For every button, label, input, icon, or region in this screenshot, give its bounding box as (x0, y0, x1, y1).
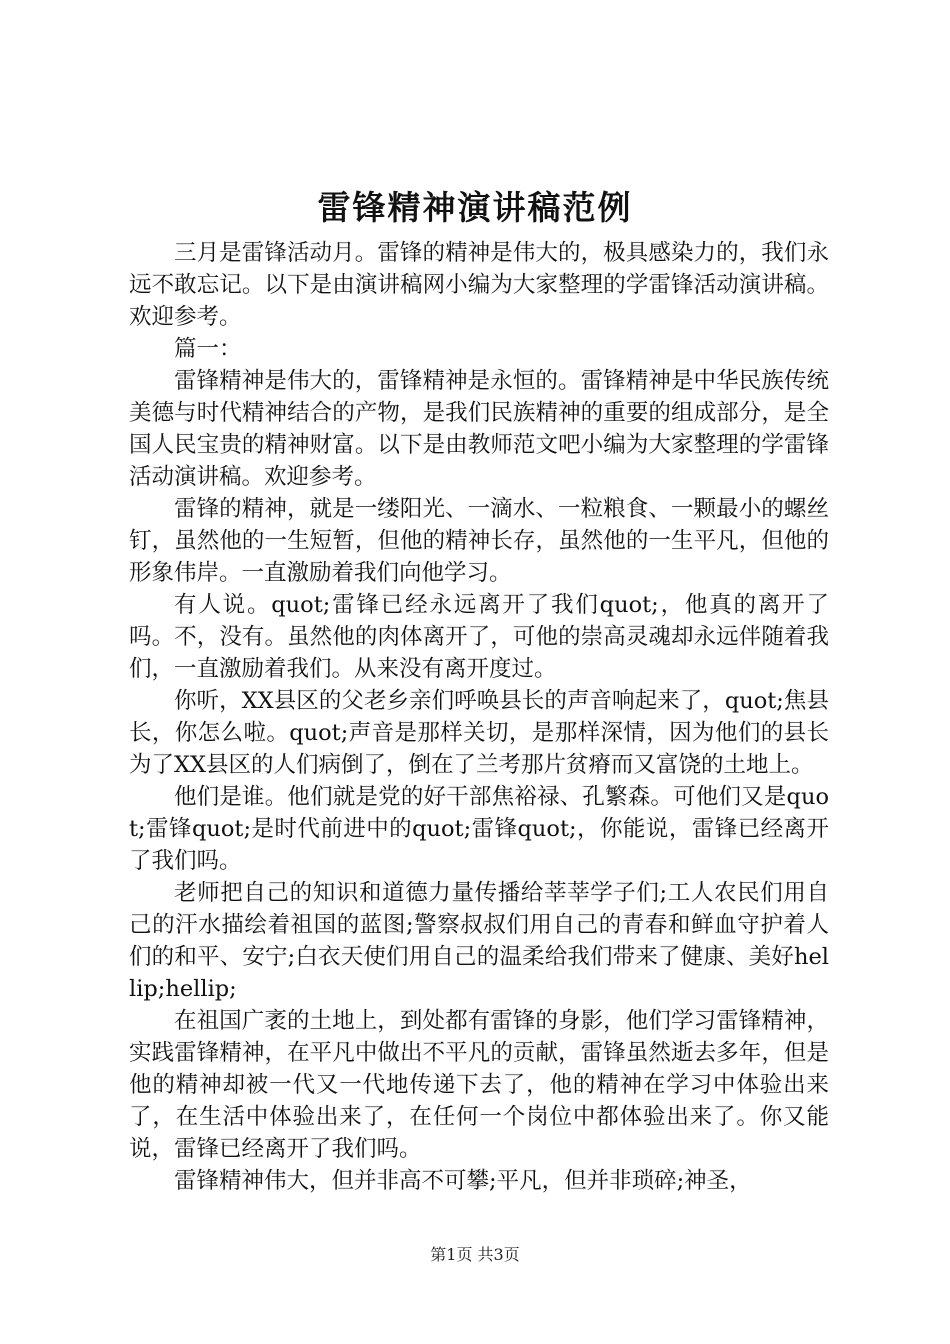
section-heading: 篇一： (174, 336, 242, 362)
document-title: 雷锋精神演讲稿范例 (317, 188, 633, 227)
paragraph: 雷锋精神伟大，但并非高不可攀;平凡，但并非琐碎;神圣， (174, 1168, 752, 1194)
paragraph: 老师把自己的知识和道德力量传播给莘莘学子们;工人农民们用自己的汗水描绘着祖国的蓝图;警察叔叔们用自己的青春和鲜血守护着人们的和平、安宁;白衣天使们用自己的温柔给我们带来了健康、美好hellip;hellip; (129, 880, 829, 1002)
page-number-footer: 第1页 共3页 (430, 1245, 520, 1264)
paragraph-intro: 三月是雷锋活动月。雷锋的精神是伟大的，极具感染力的，我们永远不敢忘记。以下是由演讲稿网小编为大家整理的学雷锋活动演讲稿。欢迎参考。 (129, 240, 829, 330)
document-body (129, 237, 829, 1197)
paragraph: 雷锋的精神，就是一缕阳光、一滴水、一粒粮食、一颗最小的螺丝钉，虽然他的一生短暂，但他的精神长存，虽然他的一生平凡，但他的形象伟岸。一直激励着我们向他学习。 (129, 496, 829, 586)
paragraph: 在祖国广袤的土地上，到处都有雷锋的身影，他们学习雷锋精神，实践雷锋精神，在平凡中做出不平凡的贡献，雷锋虽然逝去多年，但是他的精神却被一代又一代地传递下去了，他的精神在学习中体验出来了，在生活中体验出来了，在任何一个岗位中都体验出来了。你又能说，雷锋已经离开了我们吗。 (129, 1008, 829, 1162)
paragraph: 雷锋精神是伟大的，雷锋精神是永恒的。雷锋精神是中华民族传统美德与时代精神结合的产物，是我们民族精神的重要的组成部分，是全国人民宝贵的精神财富。以下是由教师范文吧小编为大家整理的学雷锋活动演讲稿。欢迎参考。 (129, 368, 829, 490)
paragraph: 他们是谁。他们就是党的好干部焦裕禄、孔繁森。可他们又是quot;雷锋quot;是时代前进中的quot;雷锋quot;，你能说，雷锋已经离开了我们吗。 (129, 784, 829, 874)
paragraph: 你听，XX县区的父老乡亲们呼唤县长的声音响起来了，quot;焦县长，你怎么啦。quot;声音是那样关切，是那样深情，因为他们的县长为了XX县区的人们病倒了，倒在了兰考那片贫瘠而又富饶的土地上。 (129, 688, 829, 778)
paragraph: 有人说。quot;雷锋已经永远离开了我们quot;，他真的离开了吗。不，没有。虽然他的肉体离开了，可他的崇高灵魂却永远伴随着我们，一直激励着我们。从来没有离开度过。 (129, 592, 829, 682)
